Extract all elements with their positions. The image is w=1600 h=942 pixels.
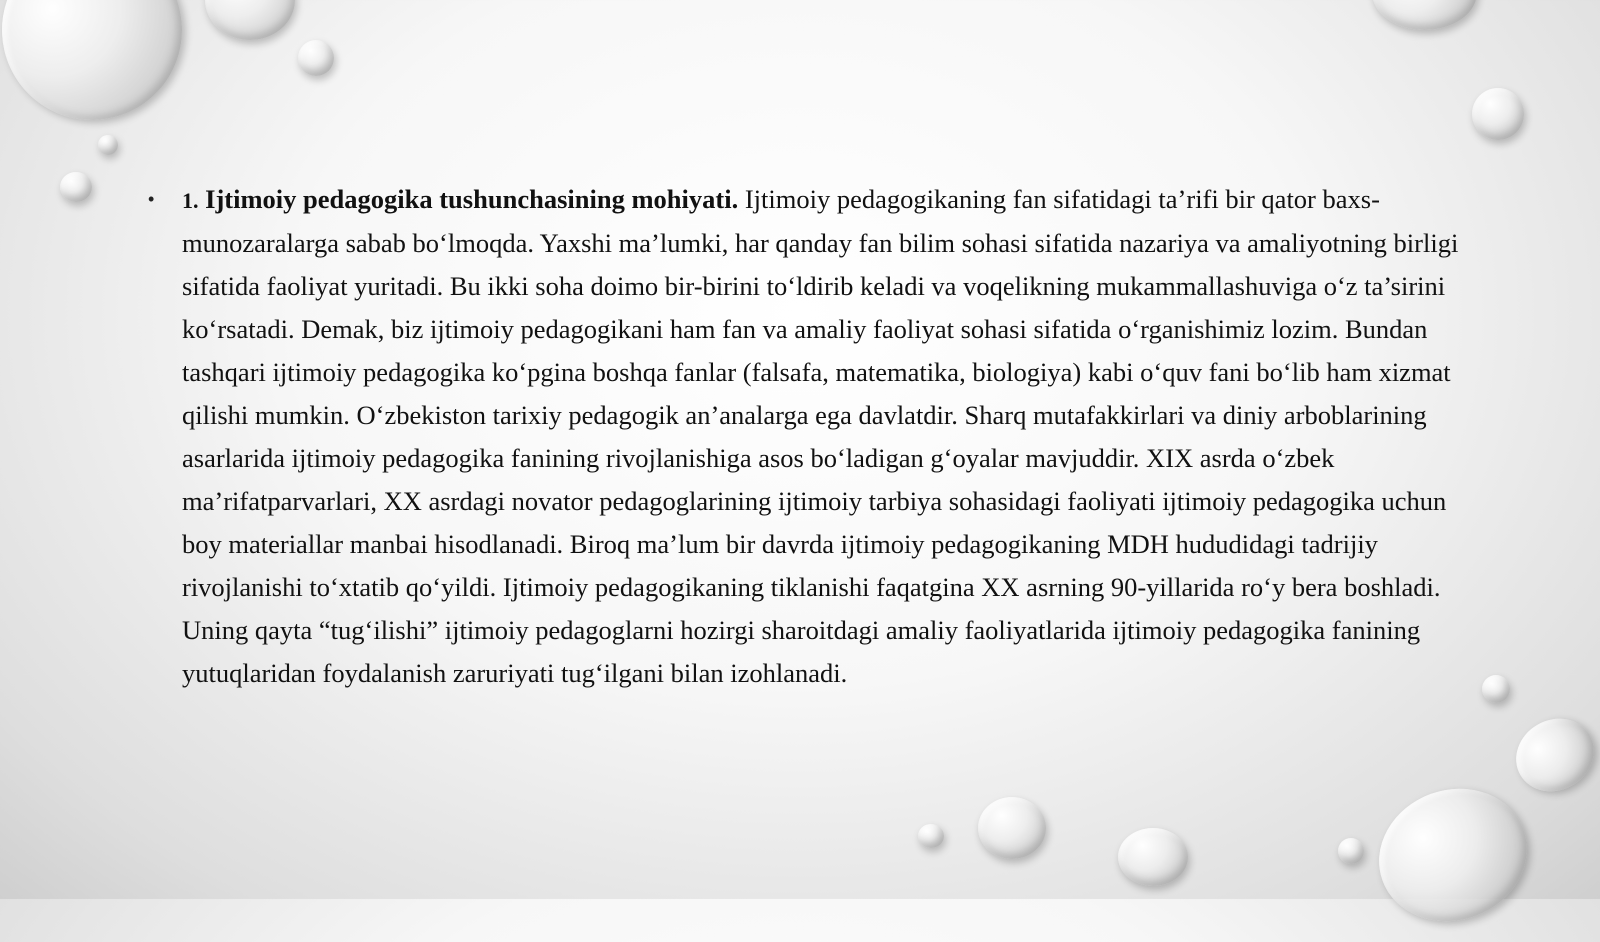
water-drop-decoration <box>98 135 118 155</box>
water-drop-decoration <box>1482 675 1510 703</box>
water-drop-decoration <box>918 824 944 848</box>
water-drop-decoration <box>0 0 212 150</box>
water-drop-decoration <box>298 40 334 76</box>
paragraph-body: Ijtimoiy pedagogikaning fan sifatidagi ta’rifi bir qator baxs-munozaralarga sabab bo‘lmoqda. Yaxshi ma’lumki, har qanday fan bilim sohasi sifatida nazariya va amaliyotning birligi sifatida faoliyat yuritadi. Bu ikki soha doimo bir-birini to‘ldirib keladi va voqelikning mukammallashuviga o‘z ta’sirini ko‘rsatadi. Demak, biz ijtimoiy pedagogikani ham fan va amaliy faoliyat sohasi sifatida o‘rganishimiz lozim. Bundan tashqari ijtimoiy pedagogika ko‘pgina boshqa fanlar (falsafa, matematika, biologiya) kabi o‘quv fani bo‘lib ham xizmat qilishi mumkin. O‘zbekiston tarixiy pedagogik an’analarga ega davlatdir. Sharq mutafakkirlari va diniy arboblarining asarlarida ijtimoiy pedagogika fanining rivojlanishiga asos bo‘ladigan g‘oyalar mavjuddir. XIX asrda o‘zbek ma’rifatparvarlari, XX asrdagi novator pedagoglarining ijtimoiy tarbiya sohasidagi faoliyati ijtimoiy pedagogika uchun boy materiallar manbai hisodlanadi. Biroq ma’lum bir davrda ijtimoiy pedagogikaning MDH hududidagi tadrijiy rivojlanishi to‘xtatib qo‘yildi. Ijtimoiy pedagogikaning tiklanishi faqatgina XX asrning 90-yillarida ro‘y bera boshladi. Uning qayta “tug‘ilishi” ijtimoiy pedagoglarni hozirgi sharoitdagi amaliy faoliyatlarida ijtimoiy pedagogika fanining yutuqlaridan foydalanish zaruriyati tug‘ilgani bilan izohlanadi. <box>182 184 1459 688</box>
water-drop-decoration <box>1360 768 1545 941</box>
water-drop-decoration <box>1472 88 1524 140</box>
bullet-item <box>148 178 1468 695</box>
water-drop-decoration <box>978 797 1046 859</box>
bullet-marker: • <box>148 189 155 209</box>
paragraph-heading: Ijtimoiy pedagogika tushunchasining mohiyati. <box>198 184 739 214</box>
water-drop-decoration <box>1118 828 1188 886</box>
water-drop-decoration <box>205 0 295 40</box>
water-drop-decoration <box>1372 0 1477 30</box>
water-drop-decoration <box>1338 838 1364 864</box>
paragraph-number: 1. <box>182 188 199 213</box>
water-drop-decoration <box>1503 705 1600 806</box>
slide-content <box>148 178 1468 695</box>
water-drop-decoration <box>60 172 92 202</box>
body-paragraph <box>182 178 1468 695</box>
